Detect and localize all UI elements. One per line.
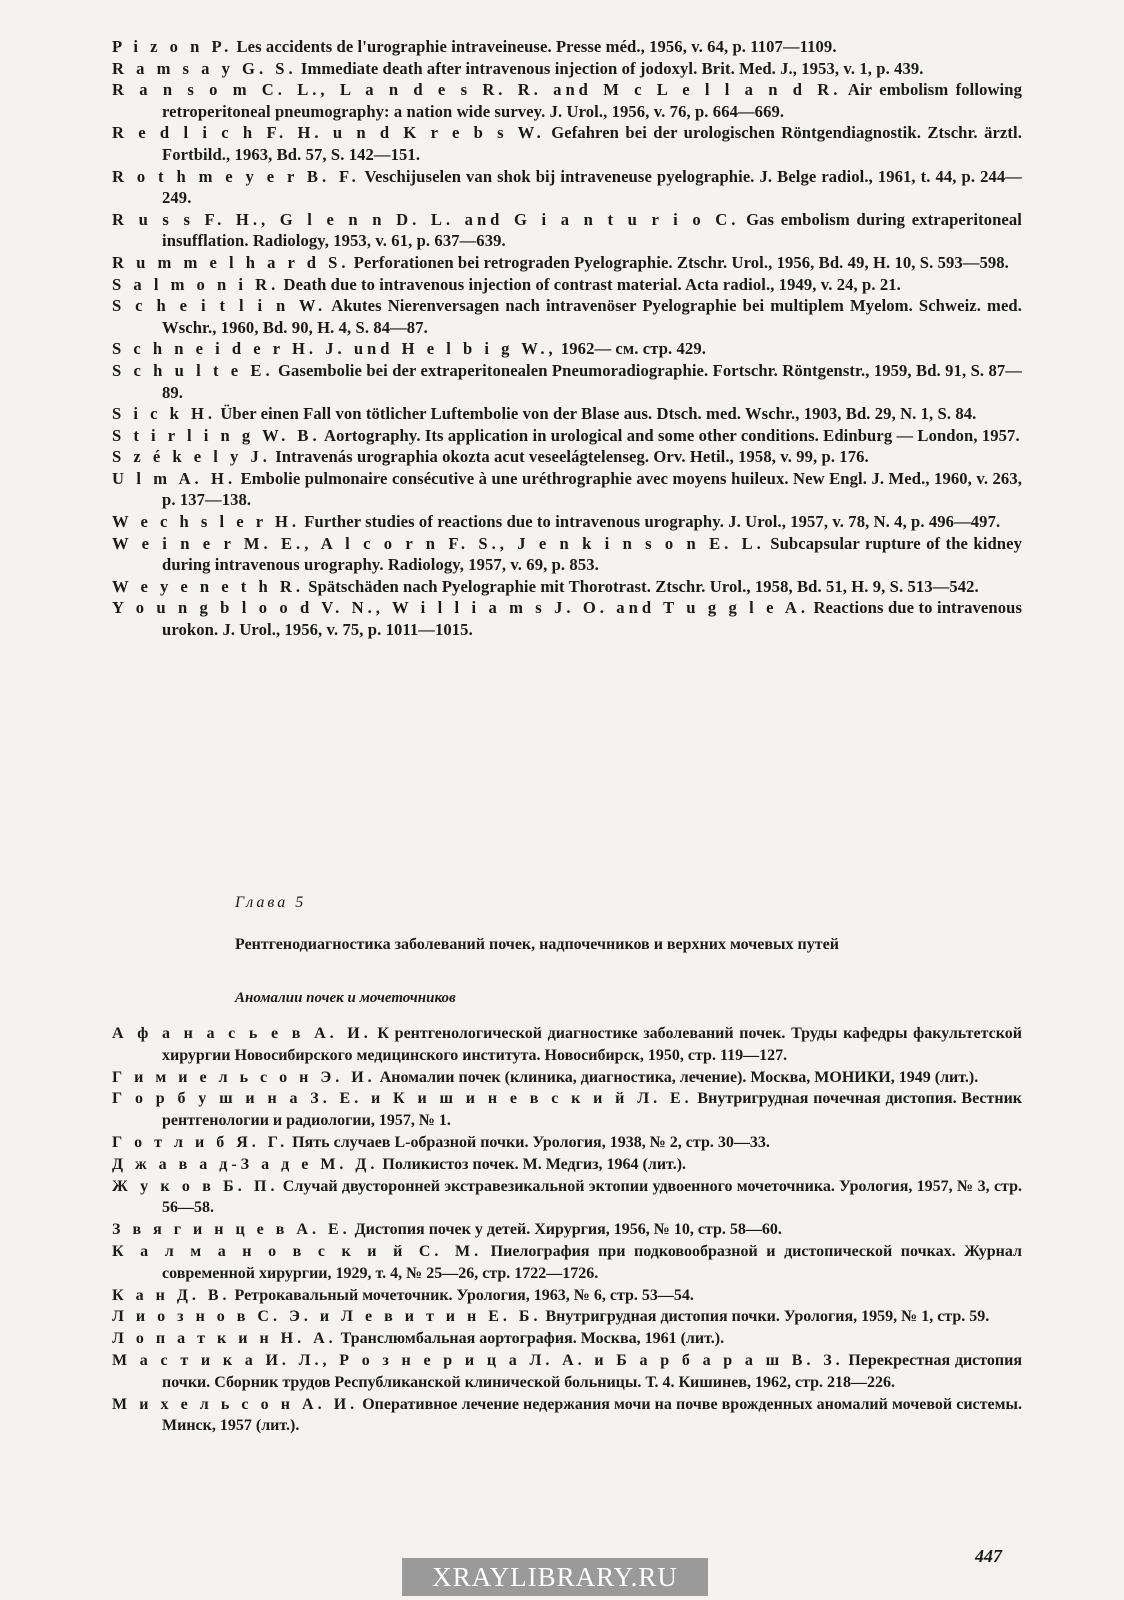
- reference-text: Further studies of reactions due to intravenous urography. J. Urol., 1957, v. 78, N. 4, p. 496—497.: [300, 512, 1001, 532]
- reference-author: W e y e n e t h R.: [112, 576, 304, 596]
- reference-list-bottom: [112, 1023, 1022, 1437]
- reference-text: Aortography. Its application in urological and some other conditions. Edinburg — London, 1957.: [320, 425, 1020, 445]
- reference-item: [112, 1023, 1022, 1067]
- reference-item: [112, 360, 1022, 403]
- reference-item: [112, 58, 1022, 80]
- reference-author: W e c h s l e r H.: [112, 512, 300, 532]
- reference-author: R e d l i c h F. H. u n d K r e b s W.: [112, 123, 545, 143]
- reference-text: Перекрестная дистопия почки. Сборник трудов Республиканской клинической больницы. Т. 4. Кишинев, 1962, стр. 218—226.: [162, 1351, 1023, 1391]
- section-title: Рентгенодиагностика заболеваний почек, надпочечников и верхних мочевых путей: [235, 936, 839, 953]
- reference-author: К а н Д. В.: [112, 1286, 231, 1304]
- reference-text: Les accidents de l'urographie intraveineuse. Presse méd., 1956, v. 64, p. 1107—1109.: [232, 37, 837, 56]
- reference-author: Г и м и е л ь с о н Э. И.: [112, 1068, 376, 1086]
- reference-item: [112, 425, 1022, 447]
- reference-text: Внутригрудная почечная дистопия. Вестник рентгенологии и радиологии, 1957, № 1.: [162, 1090, 1023, 1130]
- reference-item: [112, 1088, 1022, 1132]
- reference-item: [112, 274, 1022, 296]
- reference-author: S c h u l t e E.: [112, 360, 274, 380]
- reference-author: S c h n e i d e r H. J. und H e l b i g W.,: [112, 339, 557, 359]
- reference-item: [112, 1285, 1022, 1307]
- reference-text: 1962— см. стр. 429.: [556, 339, 706, 359]
- reference-author: R u s s F. H., G l e n n D. L. and G i a n t u r i o C.: [112, 209, 740, 229]
- reference-author: Л и о з н о в С. Э. и Л е в и т и н Е. Б.: [112, 1308, 542, 1326]
- reference-author: R o t h m e y e r B. F.: [112, 166, 360, 186]
- reference-author: А ф а н а с ь е в А. И.: [112, 1025, 372, 1042]
- reference-author: S t i r l i n g W. B.: [112, 425, 321, 445]
- reference-item: [112, 295, 1022, 338]
- reference-author: М и х е л ь с о н А. И.: [112, 1395, 359, 1413]
- subsection-title: Аномалии почек и мочеточников: [235, 990, 456, 1006]
- reference-text: Поликистоз почек. М. Медгиз, 1964 (лит.).: [378, 1155, 687, 1173]
- reference-author: P i z o n P.: [112, 37, 233, 56]
- reference-text: Gefahren bei der urologischen Röntgendiagnostik. Ztschr. ärztl. Fortbild., 1963, Bd. 57, S. 142—151.: [162, 123, 1022, 164]
- reference-text: Air embolism following retroperitoneal pneumography: a nation wide survey. J. Urol., 1956, v. 76, p. 664—669.: [162, 80, 1022, 121]
- reference-item: [112, 576, 1022, 598]
- reference-text: Spätschäden nach Pyelographie mit Thorotrast. Ztschr. Urol., 1958, Bd. 51, H. 9, S. 513—542.: [304, 576, 979, 596]
- reference-text: Оперативное лечение недержания мочи на почве врожденных аномалий мочевой системы. Минск, 1957 (лит.).: [162, 1395, 1022, 1435]
- reference-list-top: [112, 36, 1022, 641]
- reference-item: [112, 511, 1022, 533]
- reference-text: Gasembolie bei der extraperitonealen Pneumoradiographie. Fortschr. Röntgenstr., 1959, Bd. 91, S. 87—89.: [162, 360, 1022, 402]
- reference-text: Случай двусторонней экстравезикальной эктопии удвоенного мочеточника. Урология, 1957, № 3, стр. 56—58.: [162, 1177, 1022, 1217]
- reference-text: Death due to intravenous injection of contrast material. Acta radiol., 1949, v. 24, p. 21.: [279, 274, 901, 294]
- watermark-banner: XRAYLIBRARY.RU: [402, 1558, 708, 1596]
- page-number: 447: [975, 1546, 1002, 1566]
- reference-text: Intravenás urographia okozta acut veseelágtelenseg. Orv. Hetil., 1958, v. 99, p. 176.: [270, 447, 869, 467]
- reference-item: [112, 1176, 1022, 1220]
- reference-item: [112, 209, 1022, 252]
- reference-author: Д ж а в а д-З а д е М. Д.: [112, 1155, 379, 1173]
- reference-item: [112, 403, 1022, 425]
- reference-text: Аномалии почек (клиника, диагностика, лечение). Москва, МОНИКИ, 1949 (лит.).: [375, 1068, 979, 1086]
- reference-item: [112, 252, 1022, 274]
- reference-text: Über einen Fall von tötlicher Luftembolie von der Blase aus. Dtsch. med. Wschr., 1903, Bd. 29, N. 1, S. 84.: [216, 404, 977, 424]
- reference-author: S c h e i t l i n W.: [112, 296, 327, 316]
- reference-item: [112, 533, 1022, 576]
- reference-item: [112, 1306, 1022, 1328]
- reference-author: Л о п а т к и н Н. А.: [112, 1330, 337, 1348]
- reference-author: R a n s o m C. L., L a n d e s R. R. and M c L e l l a n d R.: [112, 80, 842, 100]
- reference-text: Внутригрудная дистопия почки. Урология, 1959, № 1, стр. 59.: [541, 1308, 990, 1326]
- reference-text: Immediate death after intravenous injection of jodoxyl. Brit. Med. J., 1953, v. 1, p. 439.: [296, 58, 924, 78]
- reference-item: [112, 122, 1022, 165]
- reference-author: К а л м а н о в с к и й С. М.: [112, 1242, 483, 1260]
- reference-item: [112, 468, 1022, 511]
- reference-text: Пять случаев L-образной почки. Урология, 1938, № 2, стр. 30—33.: [288, 1133, 770, 1151]
- reference-text: Ретрокавальный мочеточник. Урология, 1963, № 6, стр. 53—54.: [230, 1286, 694, 1304]
- reference-text: Embolie pulmonaire consécutive à une uréthrographie avec moyens huileux. New Engl. J. Med., 1960, v. 263, p. 137—138.: [162, 468, 1022, 510]
- reference-author: S z é k e l y J.: [112, 447, 271, 467]
- chapter-label: Глава 5: [235, 894, 307, 911]
- reference-author: W e i n e r M. E., A l c o r n F. S., J e n k i n s o n E. L.: [112, 533, 765, 553]
- reference-text: К рентгенологической диагностике заболеваний почек. Труды кафедры факультетской хирургии Новосибирского медицинского института. Новосибирск, 1950, стр. 119—127.: [162, 1025, 1022, 1064]
- reference-text: Veschijuselen van shok bij intraveneuse pyelographie. J. Belge radiol., 1961, t. 44, p. 244—249.: [162, 166, 1022, 208]
- reference-item: [112, 1067, 1022, 1089]
- reference-item: [112, 338, 1022, 360]
- reference-author: S i c k H.: [112, 404, 217, 424]
- reference-item: [112, 597, 1022, 640]
- reference-text: Akutes Nierenversagen nach intravenöser Pyelographie bei multiplem Myelom. Schweiz. med. Wschr., 1960, Bd. 90, H. 4, S. 84—87.: [162, 296, 1022, 337]
- reference-text: Gas embolism during extraperitoneal insufflation. Radiology, 1953, v. 61, p. 637—639.: [162, 209, 1022, 251]
- reference-item: [112, 166, 1022, 209]
- reference-author: З в я г и н ц е в А. Е.: [112, 1221, 351, 1239]
- reference-author: Y o u n g b l o o d V. N., W i l l i a m s J. O. and T u g g l e A.: [112, 598, 810, 618]
- reference-author: R a m s a y G. S.: [112, 58, 297, 78]
- reference-author: Г о т л и б Я. Г.: [112, 1133, 289, 1151]
- reference-text: Reactions due to intravenous urokon. J. Urol., 1956, v. 75, p. 1011—1015.: [162, 598, 1022, 640]
- reference-item: [112, 1219, 1022, 1241]
- reference-author: R u m m e l h a r d S.: [112, 252, 350, 272]
- reference-author: S a l m o n i R.: [112, 274, 280, 294]
- reference-author: U l m A. H.: [112, 468, 237, 488]
- reference-text: Транслюмбальная аортография. Москва, 1961 (лит.).: [336, 1330, 725, 1348]
- reference-item: [112, 1132, 1022, 1154]
- reference-text: Пиелография при подковообразной и дистопической почках. Журнал современной хирургии, 1929, т. 4, № 25—26, стр. 1722—1726.: [162, 1242, 1023, 1282]
- reference-item: [112, 36, 1022, 58]
- reference-text: Perforationen bei retrograden Pyelographie. Ztschr. Urol., 1956, Bd. 49, H. 10, S. 593—598.: [349, 252, 1009, 272]
- reference-text: Дистопия почек у детей. Хирургия, 1956, № 10, стр. 58—60.: [350, 1221, 782, 1239]
- reference-item: [112, 79, 1022, 122]
- reference-item: [112, 1394, 1022, 1438]
- reference-text: Subcapsular rupture of the kidney during intravenous urography. Radiology, 1957, v. 69, p. 853.: [162, 533, 1022, 575]
- reference-author: М а с т и к а И. Л., Р о з н е р и ц а Л. А. и Б а р б а р а ш В. З.: [112, 1351, 844, 1369]
- reference-item: [112, 1350, 1022, 1394]
- reference-author: Ж у к о в Б. П.: [112, 1177, 279, 1195]
- reference-item: [112, 1241, 1022, 1285]
- reference-item: [112, 1328, 1022, 1350]
- reference-author: Г о р б у ш и н а З. Е. и К и ш и н е в с к и й Л. Е.: [112, 1090, 693, 1108]
- reference-item: [112, 1154, 1022, 1176]
- reference-item: [112, 446, 1022, 468]
